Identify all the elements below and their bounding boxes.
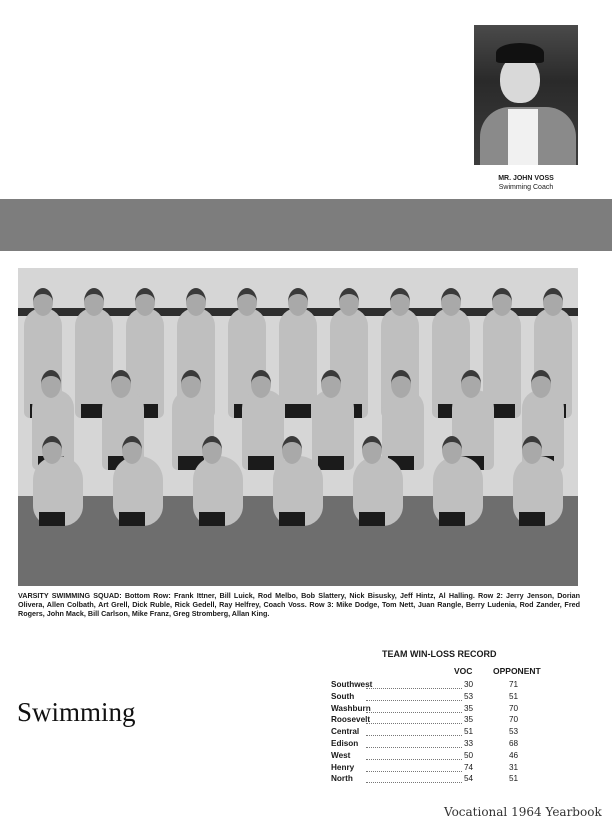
opponent-score: 53 — [509, 727, 519, 737]
opponent-name: Roosevelt — [331, 715, 371, 725]
swimmer — [33, 456, 83, 526]
voc-score: 30 — [464, 680, 474, 689]
voc-score: 35 — [464, 715, 474, 725]
coach-title: Swimming Coach — [498, 184, 554, 191]
voc-score: 74 — [464, 762, 474, 772]
team-photo — [18, 268, 578, 586]
opponent-name: Henry — [331, 762, 355, 772]
record-row — [330, 774, 550, 786]
voc-score: 54 — [464, 774, 474, 784]
record-row — [330, 692, 550, 704]
opponent-score: 51 — [509, 774, 519, 784]
column-header-voc: VOC — [454, 666, 473, 676]
section-title: Swimming — [17, 697, 136, 727]
team-row-front — [18, 456, 578, 526]
opponent-name: North — [331, 774, 353, 784]
swimmer — [513, 456, 563, 526]
opponent-name: Edison — [331, 738, 359, 748]
dot-leader — [366, 746, 462, 748]
opponent-name: Central — [331, 727, 360, 737]
dot-leader — [366, 687, 462, 689]
record-rows — [330, 680, 550, 786]
record-row — [330, 680, 550, 692]
record-row — [330, 715, 550, 727]
dot-leader — [366, 734, 462, 736]
dot-leader — [366, 781, 462, 783]
dot-leader — [366, 722, 462, 724]
record-row — [330, 739, 550, 751]
coach-shirt — [508, 109, 538, 165]
swimmer — [193, 456, 243, 526]
record-row — [330, 704, 550, 716]
opponent-name: Washburn — [331, 703, 371, 713]
voc-score: 53 — [464, 691, 474, 701]
coach-name: MR. JOHN VOSS — [498, 175, 554, 182]
voc-score: 33 — [464, 738, 474, 748]
divider-band — [0, 199, 612, 251]
team-photo-caption: VARSITY SWIMMING SQUAD: Bottom Row: Frank Ittner, Bill Luick, Rod Melbo, Bob Slattery, Nick Bisusky, Jeff Hintz, Al Halling. Row 2: Jerry Jenson, Dorian Olivera, Allen Colbath, Art Grell, Dick Ruble, Rick Gedell, Ray Helfrey, Coach Voss. Row 3: Mike Dodge, Tom Nett, Juan Rangle, Berry Ludenia, Rod Zander, Fred Rogers, John Mack, Bill Carlson, Mike Franz, Greg Stromberg, Allan King. — [18, 591, 580, 618]
opponent-name: South — [331, 691, 355, 701]
coach-photo — [474, 25, 578, 165]
yearbook-footer: Vocational 1964 Yearbook — [444, 805, 602, 819]
dot-leader — [366, 711, 462, 713]
dot-leader — [366, 770, 462, 772]
opponent-name: Southwest — [331, 680, 373, 689]
record-row — [330, 751, 550, 763]
dot-leader — [366, 758, 462, 760]
swimmer — [353, 456, 403, 526]
swimmer — [113, 456, 163, 526]
opponent-score: 46 — [509, 750, 519, 760]
opponent-score: 31 — [509, 762, 519, 772]
opponent-score: 71 — [509, 680, 519, 689]
record-title: TEAM WIN-LOSS RECORD — [382, 649, 497, 659]
coach-cap — [496, 43, 544, 63]
voc-score: 50 — [464, 750, 474, 760]
opponent-score: 51 — [509, 691, 519, 701]
voc-score: 51 — [464, 727, 474, 737]
dot-leader — [366, 699, 462, 701]
voc-score: 35 — [464, 703, 474, 713]
record-row — [330, 727, 550, 739]
record-row — [330, 763, 550, 775]
column-header-opponent: OPPONENT — [493, 666, 541, 676]
opponent-score: 68 — [509, 738, 519, 748]
opponent-name: West — [331, 750, 351, 760]
opponent-score: 70 — [509, 703, 519, 713]
swimmer — [433, 456, 483, 526]
coach-caption — [474, 174, 578, 192]
opponent-score: 70 — [509, 715, 519, 725]
swimmer — [273, 456, 323, 526]
